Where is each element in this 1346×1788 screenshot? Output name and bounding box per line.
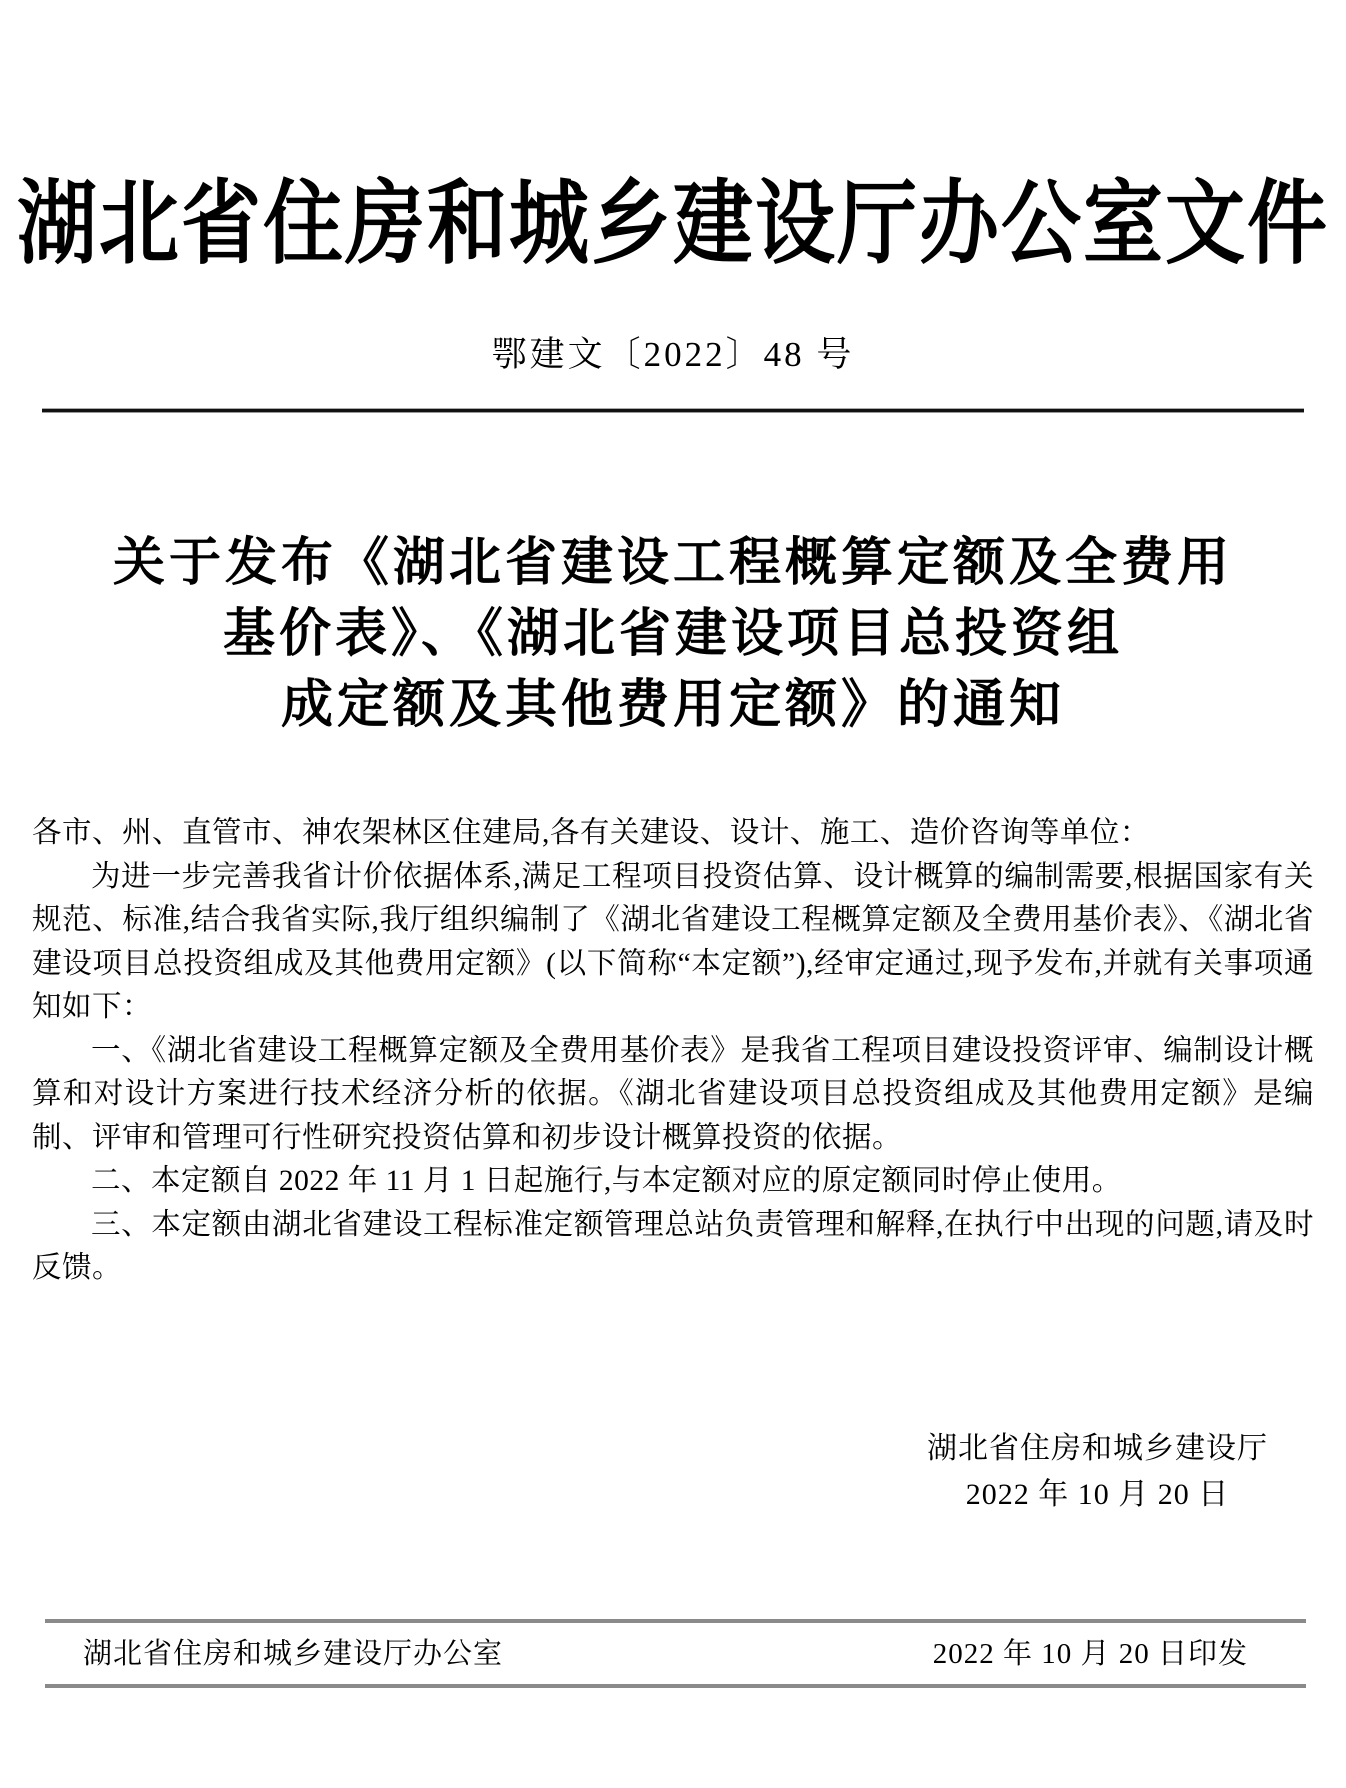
body-paragraph-item-2: 二、本定额自 2022 年 11 月 1 日起施行,与本定额对应的原定额同时停止使用。 [91, 1165, 1122, 1197]
footer-bottom-rule [45, 1684, 1306, 1688]
body-paragraph-intro: 为进一步完善我省计价依据体系,满足工程项目投资估算、设计概算的编制需要,根据国家有关规范、标准,结合我省实际,我厅组织编制了《湖北省建设工程概算定额及全费用基价表》、《湖北省建设项目总投资组成及其他费用定额》(以下简称“本定额”),经审定通过,现予发布,并就有关事项通知如下： [32, 860, 1314, 1023]
document-title-line-1: 关于发布《湖北省建设工程概算定额及全费用 [112, 534, 1233, 592]
body-paragraph-item-1: 一、《湖北省建设工程概算定额及全费用基价表》是我省工程项目建设投资评审、编制设计概算和对设计方案进行技术经济分析的依据。《湖北省建设项目总投资组成及其他费用定额》是编制、评审和管理可行性研究投资估算和初步设计概算投资的依据。 [32, 1034, 1314, 1154]
signature-block [927, 1426, 1268, 1518]
footer-issuer-office: 湖北省住房和城乡建设厅办公室 [83, 1638, 504, 1670]
body-paragraph-item-3: 三、本定额由湖北省建设工程标准定额管理总站负责管理和解释,在执行中出现的问题,请及时反馈。 [32, 1208, 1314, 1284]
document-body [32, 812, 1314, 1291]
letterhead-org-title: 湖北省住房和城乡建设厅办公室文件 [17, 175, 1329, 276]
document-title-line-2: 基价表》、《湖北省建设项目总投资组 [222, 605, 1123, 663]
document-number: 鄂建文〔2022〕48 号 [491, 335, 855, 374]
footer-print-date: 2022 年 10 月 20 日印发 [932, 1638, 1248, 1670]
footer [45, 1619, 1306, 1688]
document-title-line-3: 成定额及其他费用定额》的通知 [280, 676, 1065, 734]
signature-date: 2022 年 10 月 20 日 [965, 1478, 1230, 1511]
salutation-line: 各市、州、直管市、神农架林区住建局,各有关建设、设计、施工、造价咨询等单位： [32, 817, 1150, 849]
footer-text-row [45, 1636, 1306, 1672]
signature-org-name: 湖北省住房和城乡建设厅 [927, 1432, 1268, 1465]
document-title [0, 528, 1346, 741]
footer-top-rule [45, 1619, 1306, 1623]
header-divider-rule [42, 408, 1304, 413]
